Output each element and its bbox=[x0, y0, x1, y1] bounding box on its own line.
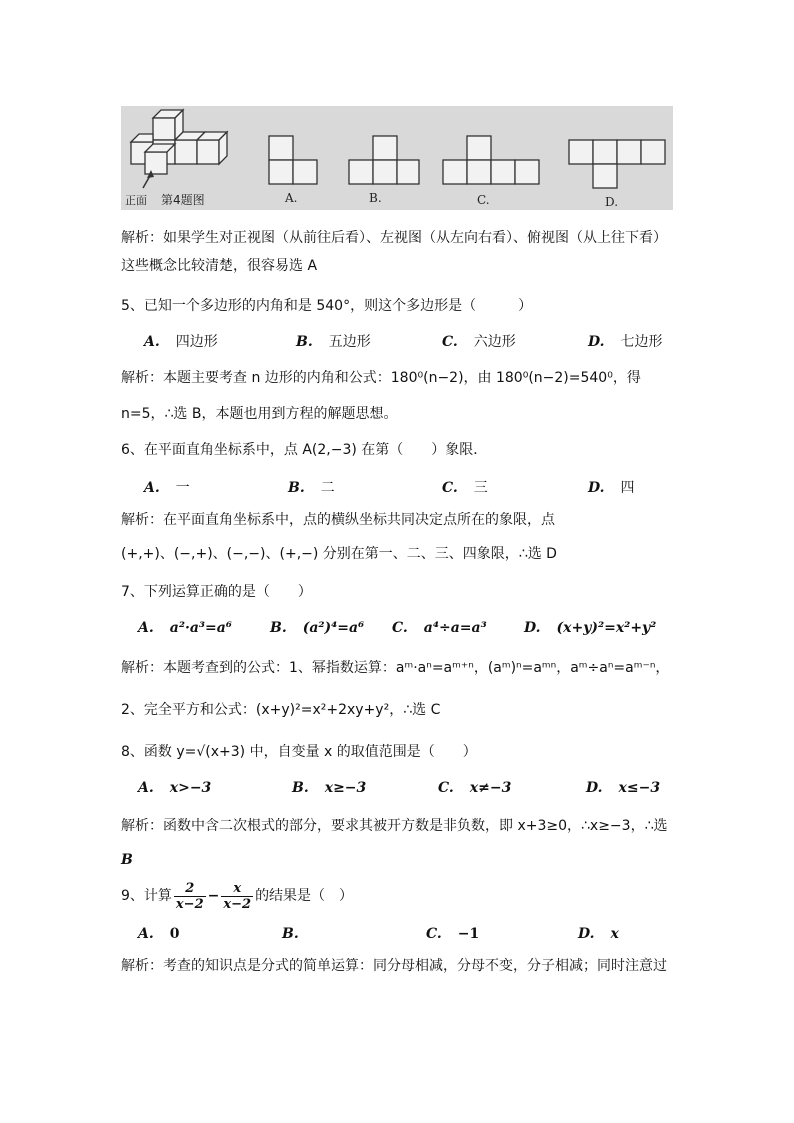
q7-stem: 7、下列运算正确的是（ ） bbox=[121, 584, 312, 600]
q8-analysis-line2: B bbox=[121, 852, 133, 868]
option-text: 0 bbox=[169, 926, 180, 942]
option-text: x bbox=[610, 926, 619, 942]
option-text: x≠−3 bbox=[469, 780, 512, 796]
option-text: 二 bbox=[320, 480, 335, 496]
q9-option-b bbox=[282, 924, 315, 944]
option-text: 七边形 bbox=[620, 334, 663, 350]
option-text: x≥−3 bbox=[324, 780, 367, 796]
q9-option-d bbox=[578, 924, 619, 944]
q5-option-d bbox=[588, 332, 663, 352]
q6-analysis-line1: 解析：在平面直角坐标系中，点的横纵坐标共同决定点所在的象限，点 bbox=[121, 512, 555, 528]
figure-label-d: D. bbox=[605, 195, 619, 209]
q7-analysis-line1: 解析：本题考查到的公式：1、幂指数运算：aᵐ·aⁿ=aᵐ⁺ⁿ，(aᵐ)ⁿ=aᵐⁿ，aᵐ÷aⁿ=aᵐ⁻ⁿ， bbox=[121, 660, 670, 676]
q5-analysis-line2: n=5，∴选 B，本题也用到方程的解题思想。 bbox=[121, 406, 398, 422]
q4-analysis-line1: 解析：如果学生对正视图（从前往后看）、左视图（从左向右看）、俯视图（从上往下看） bbox=[121, 230, 667, 246]
q8-option-b bbox=[292, 778, 366, 798]
q5-stem: 5、已知一个多边形的内角和是 540°，则这个多边形是（ ） bbox=[121, 298, 533, 314]
q8-option-c bbox=[438, 778, 511, 798]
option-label: B. bbox=[282, 926, 299, 942]
option-text: 三 bbox=[473, 480, 488, 496]
q9-stem bbox=[121, 880, 353, 912]
q7-option-d bbox=[524, 618, 656, 638]
option-label: D. bbox=[586, 780, 603, 796]
option-label: C. bbox=[442, 480, 458, 496]
figure-caption: 第4题图 bbox=[161, 193, 205, 207]
q9-stem-prefix: 9、计算 bbox=[121, 888, 172, 904]
option-label: A. bbox=[144, 334, 160, 350]
option-text: x≤−3 bbox=[618, 780, 661, 796]
question-4-figure bbox=[121, 106, 673, 210]
fraction-numerator: x bbox=[221, 881, 253, 897]
q5-option-b bbox=[296, 332, 371, 352]
option-text: a⁴÷a=a³ bbox=[423, 620, 487, 636]
q8-analysis-line1: 解析：函数中含二次根式的部分，要求其被开方数是非负数，即 x+3≥0，∴x≥−3，∴选 bbox=[121, 818, 668, 834]
option-label: B. bbox=[296, 334, 313, 350]
q5-option-a bbox=[144, 332, 218, 352]
q9-fraction-1 bbox=[174, 881, 206, 912]
q8-stem: 8、函数 y=√(x+3) 中，自变量 x 的取值范围是（ ） bbox=[121, 744, 477, 760]
figure-label-a: A. bbox=[285, 191, 298, 205]
option-label: A. bbox=[138, 620, 154, 636]
figure-label-c: C. bbox=[477, 193, 490, 207]
q5-analysis-line1: 解析：本题主要考查 n 边形的内角和公式：180⁰(n−2)，由 180⁰(n−2)=540⁰，得 bbox=[121, 370, 641, 386]
q6-option-c bbox=[442, 478, 488, 498]
option-label: C. bbox=[438, 780, 454, 796]
option-label: A. bbox=[138, 926, 154, 942]
q6-option-a bbox=[144, 478, 190, 498]
option-text: a²·a³=a⁶ bbox=[169, 620, 232, 636]
q8-option-a bbox=[138, 778, 211, 798]
q9-fraction-2 bbox=[221, 881, 253, 912]
option-label: D. bbox=[588, 480, 605, 496]
option-label: C. bbox=[442, 334, 458, 350]
front-label: 正面 bbox=[125, 194, 147, 207]
option-text: 五边形 bbox=[328, 334, 371, 350]
option-label: C. bbox=[426, 926, 442, 942]
option-text: (a²)⁴=a⁶ bbox=[302, 620, 365, 636]
fraction-numerator: 2 bbox=[174, 881, 206, 897]
q9-stem-suffix: 的结果是（ ） bbox=[255, 888, 354, 904]
option-text: 一 bbox=[175, 480, 190, 496]
option-text: −1 bbox=[457, 926, 480, 942]
option-label: B. bbox=[288, 480, 305, 496]
option-label: A. bbox=[144, 480, 160, 496]
option-text: 四边形 bbox=[175, 334, 218, 350]
q9-option-a bbox=[138, 924, 180, 944]
option-text: 六边形 bbox=[473, 334, 516, 350]
minus-sign: − bbox=[207, 888, 220, 904]
option-text: (x+y)²=x²+y² bbox=[556, 620, 657, 636]
option-label: A. bbox=[138, 780, 154, 796]
figure-label-b: B. bbox=[369, 191, 382, 205]
q9-option-c bbox=[426, 924, 479, 944]
fraction-denominator: x−2 bbox=[175, 896, 204, 912]
option-label: B. bbox=[270, 620, 287, 636]
q8-option-d bbox=[586, 778, 660, 798]
q4-analysis-line2: 这些概念比较清楚，很容易选 A bbox=[121, 258, 318, 274]
views-diagram bbox=[121, 106, 673, 210]
q9-analysis-line1: 解析：考查的知识点是分式的简单运算：同分母相减，分母不变，分子相减；同时注意过 bbox=[121, 958, 667, 974]
q6-stem: 6、在平面直角坐标系中，点 A(2,−3) 在第（ ）象限． bbox=[121, 442, 488, 458]
q7-analysis-line2: 2、完全平方和公式：(x+y)²=x²+2xy+y²，∴选 C bbox=[121, 702, 441, 718]
q7-option-c bbox=[392, 618, 487, 638]
q6-analysis-line2: (+,+)、(−,+)、(−,−)、(+,−) 分别在第一、二、三、四象限，∴选 D bbox=[121, 546, 557, 562]
option-text: x>−3 bbox=[169, 780, 212, 796]
fraction-denominator: x−2 bbox=[223, 896, 252, 912]
q7-option-a bbox=[138, 618, 232, 638]
option-label: C. bbox=[392, 620, 408, 636]
option-label: D. bbox=[524, 620, 541, 636]
q7-option-b bbox=[270, 618, 364, 638]
q5-option-c bbox=[442, 332, 516, 352]
q6-option-d bbox=[588, 478, 635, 498]
option-text: 四 bbox=[620, 480, 635, 496]
q6-option-b bbox=[288, 478, 335, 498]
option-label: D. bbox=[578, 926, 595, 942]
option-label: D. bbox=[588, 334, 605, 350]
option-label: B. bbox=[292, 780, 309, 796]
